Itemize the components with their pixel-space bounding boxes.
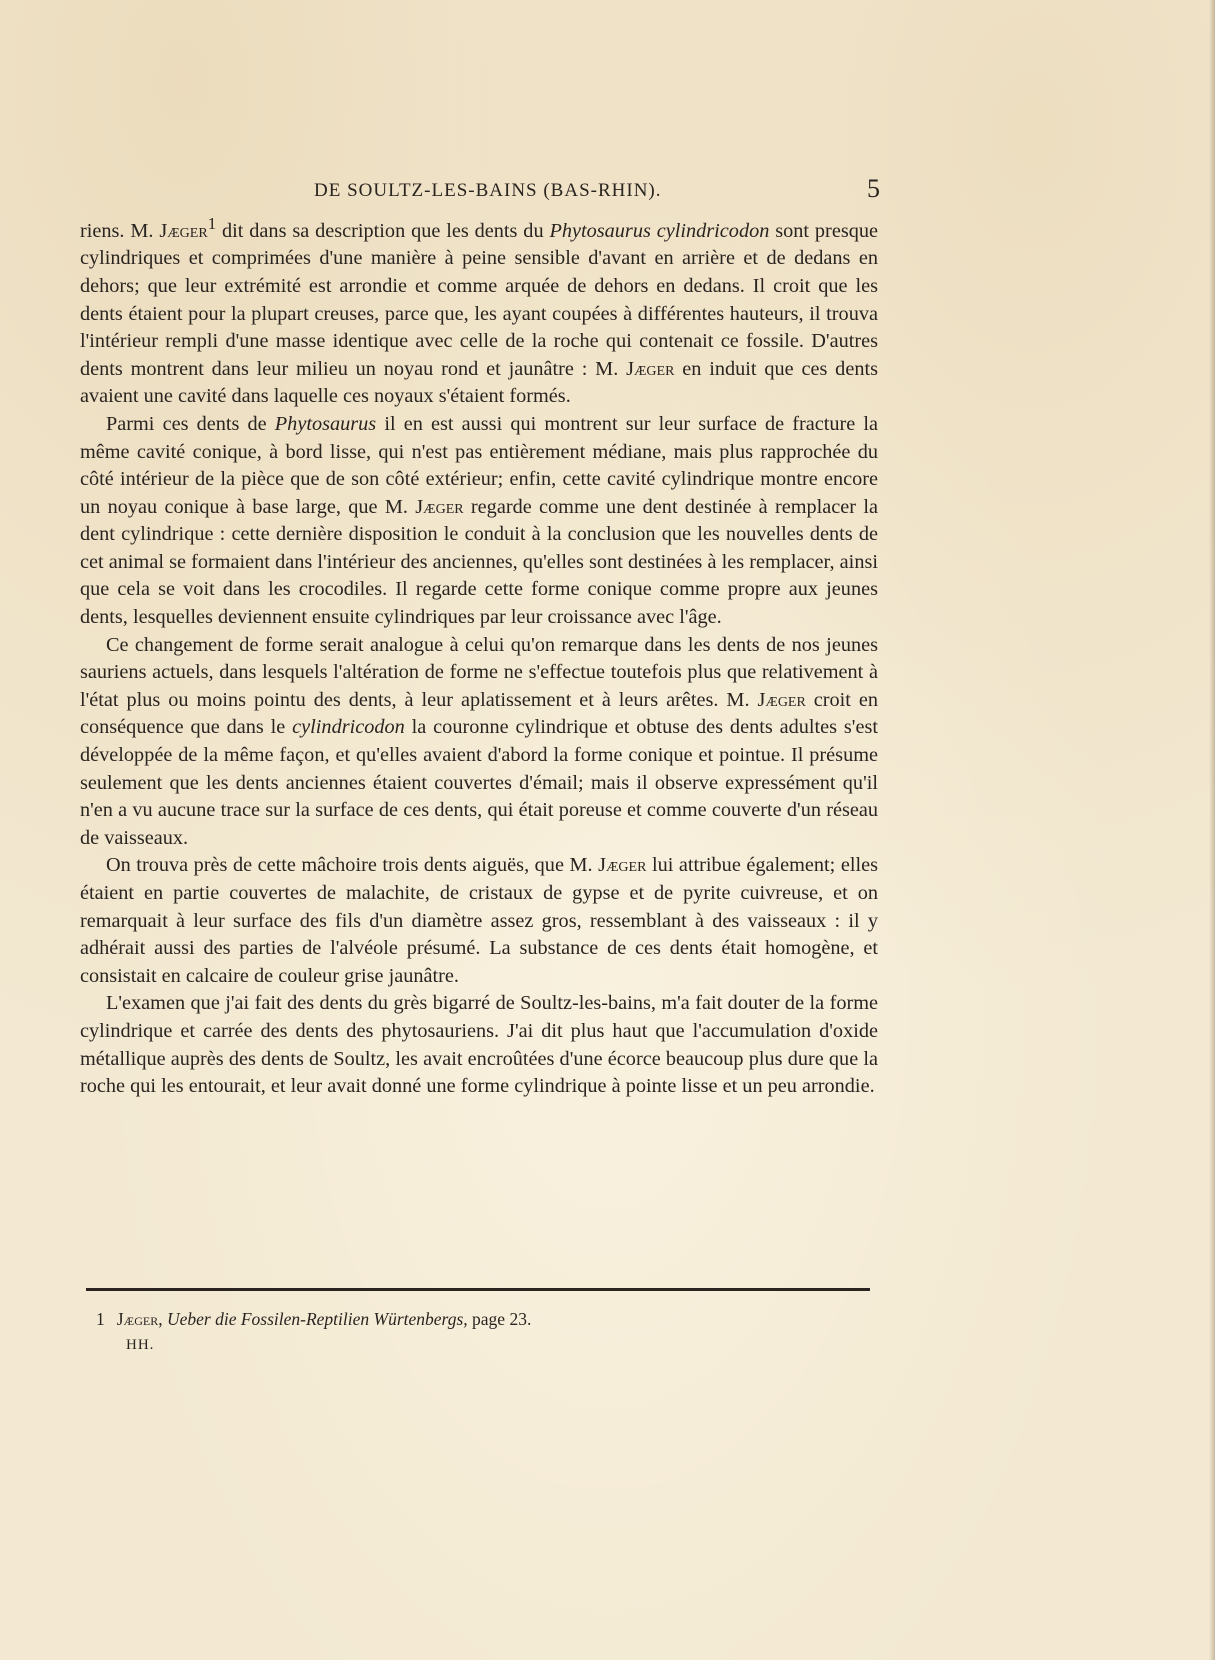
- paragraph-5: [80, 990, 878, 1100]
- text-run: Ce changement de forme serait analogue à celui qu'on remarque dans les dents de nos jeunes sauriens actuels, dans lesquels l'altération de forme ne s'effectue toutefois plus que relativement à l'état plus ou moins pointu des dents, à leur aplatissement et à leurs arêtes. M.: [80, 633, 878, 711]
- text-run: il en est aussi qui montrent sur leur surface de fracture la même cavité conique, à bord lisse, qui n'est pas entièrement médiane, mais plus rapprochée du côté intérieur de la pièce que de son côté extérieur; enfin, cette cavité cylindrique montre encore un noyau conique à base large, que M.: [80, 412, 879, 518]
- text-run: Parmi ces dents de: [106, 412, 275, 435]
- text-run: regarde comme une dent destinée à remplacer la dent cylindrique : cette dernière disposition le conduit à la conclusion que les nouvelles dents de cet animal se formaient dans l'intérieur des anciennes, qu'elles sont destinées à les remplacer, ainsi que cela se voit dans les crocodiles. Il regarde cette forme conique comme propre aux jeunes dents, lesquelles deviennent ensuite cylindriques par leur croissance avec l'âge.: [80, 495, 878, 629]
- text-run: dit dans sa description que les dents du: [216, 219, 550, 242]
- text-run: croit en conséquence que dans le: [80, 688, 879, 739]
- footnote-author: Jæger: [116, 1309, 159, 1329]
- footnote-page: page 23.: [472, 1309, 532, 1329]
- author-name: Jæger: [159, 219, 208, 242]
- footnote-marker: 1: [207, 214, 217, 233]
- paragraph-4: [80, 852, 878, 990]
- author-name: Jæger: [415, 495, 464, 518]
- footnote-ref: 1: [96, 1309, 105, 1329]
- footnotes: [96, 1306, 876, 1358]
- page-edge-shadow: [1209, 0, 1215, 1660]
- page-header: [80, 174, 880, 212]
- text-run: en induit que ces dents avaient une cavité dans laquelle ces noyaux s'étaient formés.: [80, 357, 878, 408]
- text-run: L'examen que j'ai fait des dents du grès bigarré de Soultz-les-bains, m'a fait douter de la forme cylindrique et carrée des dents des phytosauriens. J'ai dit plus haut que l'accumulation d'oxide métallique auprès des dents de Soultz, les avait encroûtées d'une écorce beaucoup plus dure que la roche qui les entourait, et leur avait donné une forme cylindrique à pointe lisse et un peu arrondie.: [80, 992, 878, 1098]
- italic-text: Phytosaurus cylindricodon: [549, 219, 770, 242]
- body-text: [80, 210, 878, 1101]
- footnote-divider: [86, 1288, 870, 1291]
- text-run: sont presque cylindriques et comprimées d'une manière à peine sensible d'avant en arrière et de dedans en dehors; que leur extrémité est arrondie et comme arquée de dehors en dedans. Il croit que les dents étaient pour la plupart creuses, parce que, les ayant coupées à différentes hauteurs, il trouva l'intérieur rempli d'une masse identique avec celle de la roche qui contenait ce fossile. D'autres dents montrent dans leur milieu un noyau rond et jaunâtre : M.: [80, 219, 878, 380]
- author-name: Jæger: [598, 854, 647, 877]
- italic-text: cylindricodon: [292, 716, 405, 739]
- paragraph-2: [80, 411, 878, 632]
- running-head: DE SOULTZ-LES-BAINS (BAS-RHIN).: [314, 180, 662, 201]
- italic-text: Phytosaurus: [274, 412, 377, 435]
- text-run: On trouva près de cette mâchoire trois dents aiguës, que M.: [106, 854, 599, 877]
- page-number: 5: [867, 174, 880, 203]
- author-name: Jæger: [757, 688, 806, 711]
- footnote-title: Ueber die Fossilen-Reptilien Würtenbergs,: [166, 1309, 468, 1329]
- text-run: la couronne cylindrique et obtuse des dents adultes s'est développée de la même façon, et qu'elles avaient d'abord la forme conique et pointue. Il présume seulement que les dents anciennes étaient couvertes d'émail; mais il observe expressément qu'il n'en a vu aucune trace sur la surface de ces dents, qui était poreuse et comme couverte d'un réseau de vaisseaux.: [80, 716, 878, 849]
- footnote-1: 1 Jæger, Ueber die Fossilen-Reptilien Würtenbergs, page 23.: [96, 1309, 532, 1329]
- text-run: riens. M.: [80, 219, 160, 242]
- paragraph-1: [80, 210, 878, 411]
- author-name: Jæger: [626, 357, 675, 380]
- text-run: lui attribue également; elles étaient en partie couvertes de malachite, de cristaux de gypse et de pyrite cuivreuse, et on remarquait à leur surface des fils d'un diamètre assez gros, ressemblant à des vaisseaux : il y adhérait aussi des parties de l'alvéole présumé. La substance de ces dents était homogène, et consistait en calcaire de couleur grise jaunâtre.: [80, 854, 878, 987]
- paragraph-3: [80, 632, 878, 853]
- signature-mark: HH.: [126, 1337, 155, 1353]
